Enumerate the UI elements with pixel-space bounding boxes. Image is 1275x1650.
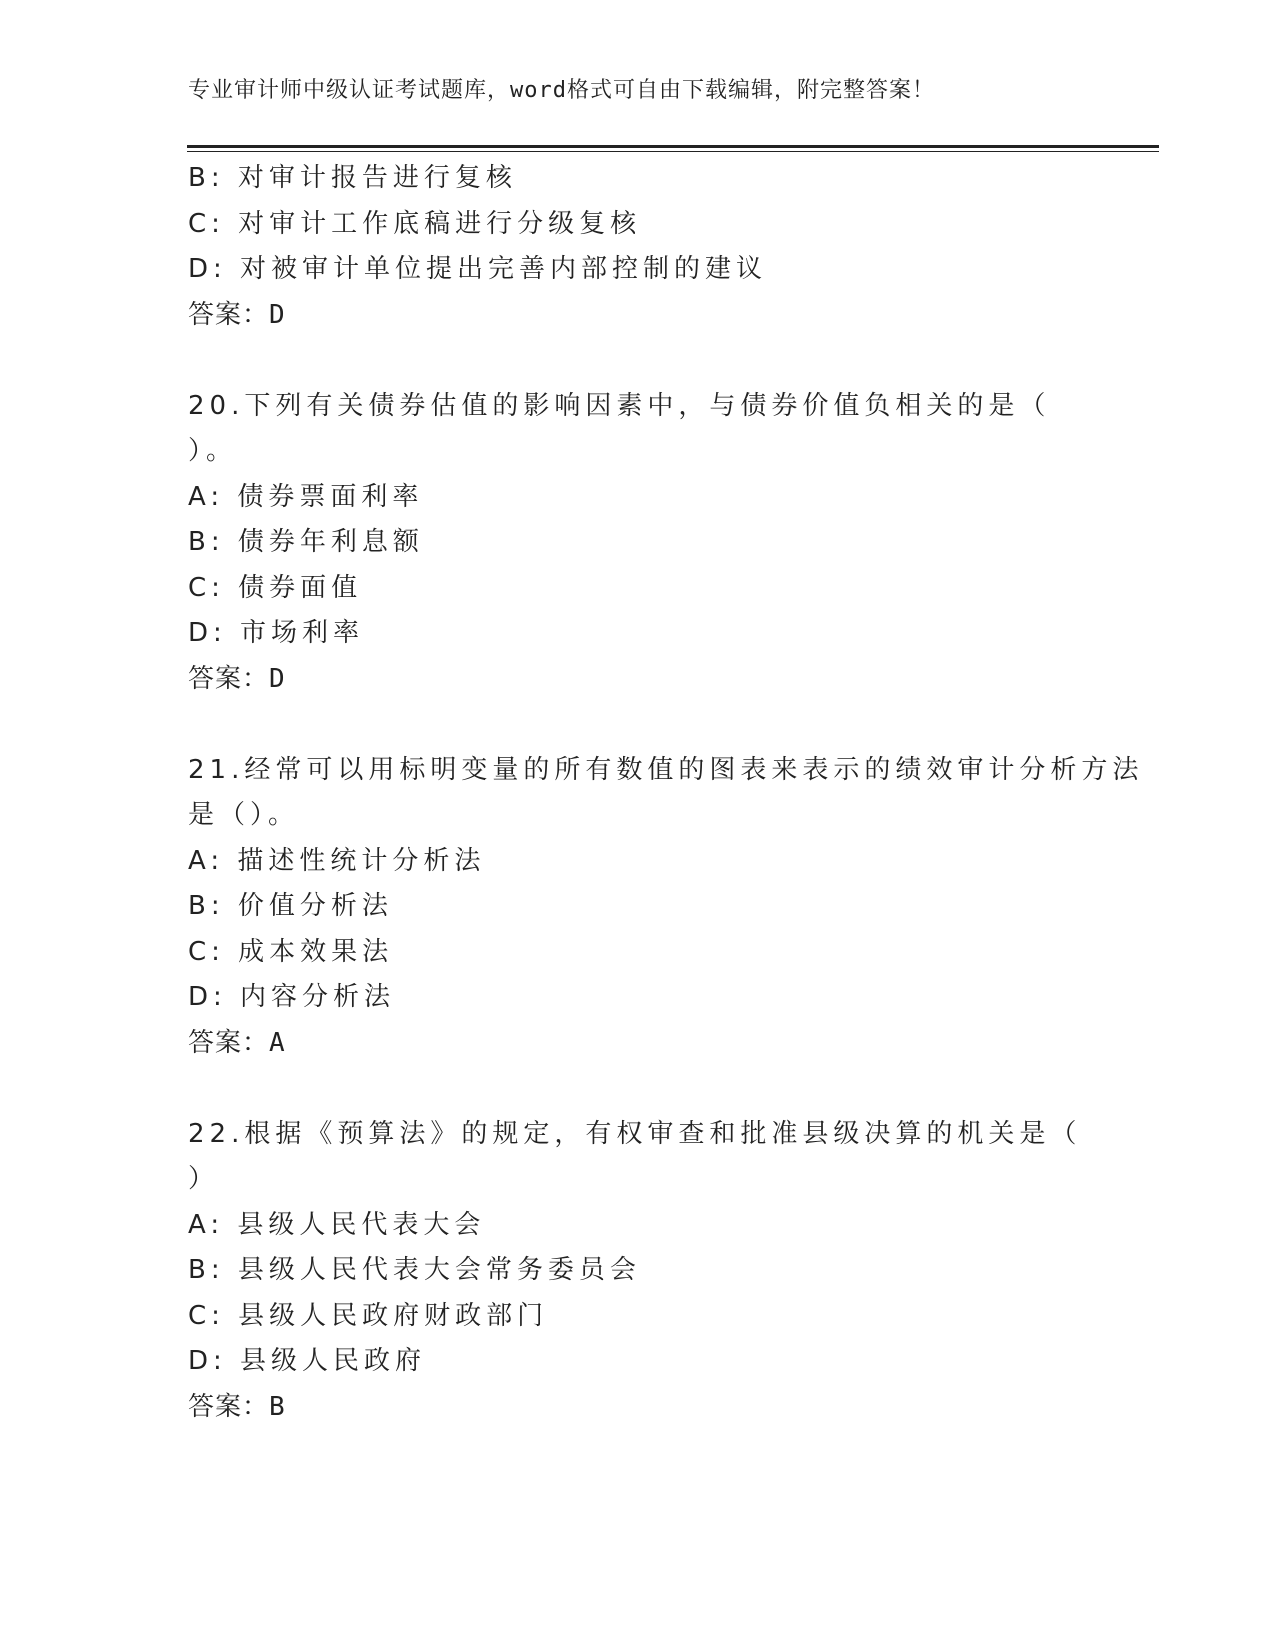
- option-a: A: 县级人民代表大会: [188, 1209, 486, 1240]
- option-a: A: 债券票面利率: [188, 481, 424, 512]
- question-stem: 21.经常可以用标明变量的所有数值的图表来表示的绩效审计分析方法: [188, 754, 1144, 785]
- question-20: [188, 384, 1148, 703]
- answer-label: 答案：: [188, 1027, 270, 1058]
- option-a: A: 描述性统计分析法: [188, 845, 486, 876]
- answer-label: 答案：: [188, 1391, 270, 1422]
- option-c: C: 债券面值: [188, 572, 363, 603]
- question-stem: 22.根据《预算法》的规定，有权审查和批准县级决算的机关是（: [188, 1118, 1082, 1149]
- option-c: C: 成本效果法: [188, 936, 394, 967]
- question-19: [188, 156, 1148, 338]
- answer-value: B: [269, 1391, 286, 1422]
- header-rule-thick: [187, 145, 1159, 148]
- answer-line: [188, 657, 1148, 703]
- spacer: [188, 702, 1148, 748]
- question-21: [188, 748, 1148, 1067]
- answer-line: [188, 1021, 1148, 1067]
- option-b: B: 对审计报告进行复核: [188, 163, 517, 193]
- option-d: D: 对被审计单位提出完善内部控制的建议: [188, 254, 768, 284]
- option-c: C: 县级人民政府财政部门: [188, 1300, 549, 1331]
- answer-label: 答案：: [188, 663, 270, 694]
- page-header: 专业审计师中级认证考试题库，word格式可自由下载编辑，附完整答案！: [188, 78, 935, 103]
- answer-line: [188, 1385, 1148, 1431]
- question-stem-cont: 是（）。: [188, 800, 300, 830]
- option-d: D: 市场利率: [188, 618, 365, 648]
- question-stem: 20.下列有关债券估值的影响因素中，与债券价值负相关的是（: [188, 390, 1051, 421]
- question-stem-cont: ）。: [188, 436, 238, 466]
- question-list: [188, 156, 1148, 1430]
- answer-label: 答案：: [188, 299, 270, 330]
- option-c: C: 对审计工作底稿进行分级复核: [188, 208, 642, 239]
- question-stem-cont: ）: [188, 1164, 220, 1194]
- answer-value: A: [269, 1027, 286, 1058]
- spacer: [188, 1066, 1148, 1112]
- answer-line: [188, 293, 1148, 339]
- option-b: B: 债券年利息额: [188, 527, 424, 557]
- option-b: B: 价值分析法: [188, 891, 393, 921]
- answer-value: D: [269, 299, 286, 330]
- spacer: [188, 338, 1148, 384]
- header-rule-thin: [187, 151, 1159, 152]
- answer-value: D: [269, 663, 286, 694]
- question-22: [188, 1112, 1148, 1431]
- option-b: B: 县级人民代表大会常务委员会: [188, 1255, 641, 1285]
- option-d: D: 内容分析法: [188, 982, 396, 1012]
- option-d: D: 县级人民政府: [188, 1346, 427, 1376]
